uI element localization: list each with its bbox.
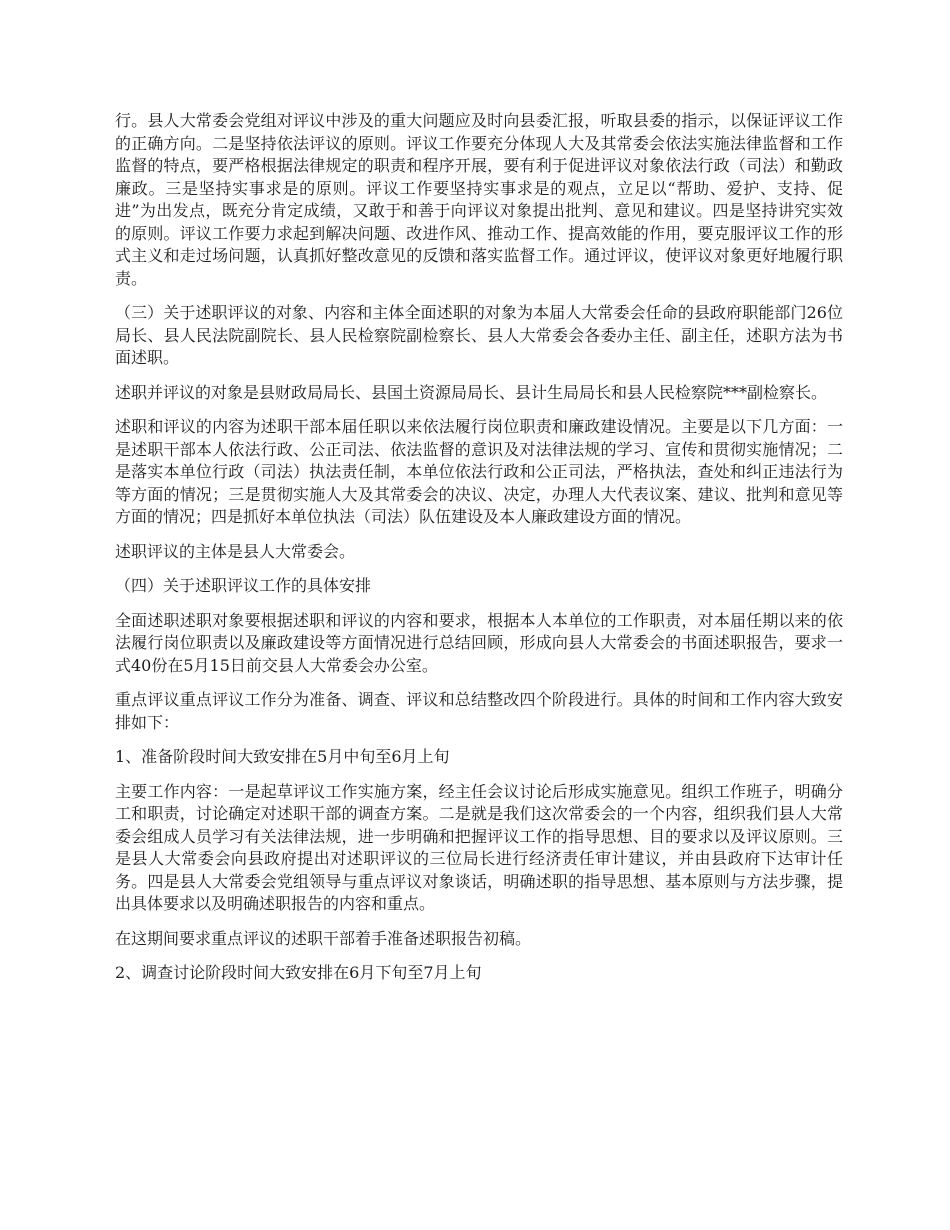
- paragraph-principles: 行。县人大常委会党组对评议中涉及的重大问题应及时向县委汇报，听取县委的指示，以保证评议工作的正确方向。二是坚持依法评议的原则。评议工作要充分体现人大及其常委会依法实施法律监督和工作监督的特点，要严格根据法律规定的职责和程序开展，要有利于促进评议对象依法行政（司法）和勤政廉政。三是坚持实事求是的原则。评议工作要坚持实事求是的观点，立足以“帮助、爱护、支持、促进”为出发点，既充分肯定成绩，又敢于和善于向评议对象提出批判、意见和建议。四是坚持讲究实效的原则。评议工作要力求起到解决问题、改进作风、推动工作、提高效能的作用，要克服评议工作的形式主义和走过场问题，认真抓好整改意见的反馈和落实监督工作。通过评议，使评议对象更好地履行职责。: [115, 111, 843, 288]
- document-page: [115, 110, 843, 997]
- paragraph-review-subject: 述职评议的主体是县人大常委会。: [115, 541, 356, 561]
- paragraph-stage-1-content: 主要工作内容：一是起草评议工作实施方案，经主任会议讨论后形成实施意见。组织工作班子，明确分工和职责，讨论确定对述职干部的调查方案。二是就是我们这次常委会的一个内容，组织我们县人大常委会组成人员学习有关法律法规，进一步明确和把握评议工作的指导思想、目的要求以及评议原则。三是县人大常委会向县政府提出对述职评议的三位局长进行经济责任审计建议，并由县政府下达审计任务。四是县人大常委会党组领导与重点评议对象谈话，明确述职的指导思想、基本原则与方法步骤，提出具体要求以及明确述职报告的内容和重点。: [115, 781, 843, 913]
- stage-1-heading: 1、准备阶段时间大致安排在5月中旬至6月上旬: [115, 747, 450, 766]
- paragraph-section-3: （三）关于述职评议的对象、内容和主体全面述职的对象为本届人大常委会任命的县政府职能部门26位局长、县人民法院副院长、县人民检察院副检察长、县人大常委会各委办主任、副主任，述职方法为书面述职。: [115, 303, 843, 367]
- paragraph-full-report: 全面述职述职对象要根据述职和评议的内容和要求，根据本人本单位的工作职责，对本届任期以来的依法履行岗位职责以及廉政建设等方面情况进行总结回顾，形成向县人大常委会的书面述职报告，要求一式40份在5月15日前交县人大常委会办公室。: [115, 610, 843, 675]
- paragraph-review-targets: 述职并评议的对象是县财政局局长、县国土资源局局长、县计生局局长和县人民检察院***副检察长。: [115, 382, 828, 402]
- paragraph-review-content: 述职和评议的内容为述职干部本届任职以来依法履行岗位职责和廉政建设情况。主要是以下几方面：一是述职干部本人依法行政、公正司法、依法监督的意识及对法律法规的学习、宣传和贯彻实施情况；二是落实本单位行政（司法）执法责任制，本单位依法行政和公正司法，严格执法，查处和纠正违法行为等方面的情况；三是贯彻实施人大及其常委会的决议、决定，办理人大代表议案、建议、批判和意见等方面的情况；四是抓好本单位执法（司法）队伍建设及本人廉政建设方面的情况。: [115, 417, 843, 526]
- paragraph-draft-report: 在这期间要求重点评议的述职干部着手准备述职报告初稿。: [115, 928, 532, 948]
- paragraph-key-review: 重点评议重点评议工作分为准备、调查、评议和总结整改四个阶段进行。具体的时间和工作内容大致安排如下：: [115, 690, 843, 732]
- section-heading-4: （四）关于述职评议工作的具体安排: [115, 576, 372, 595]
- stage-2-heading: 2、调查讨论阶段时间大致安排在6月下旬至7月上旬: [115, 963, 482, 982]
